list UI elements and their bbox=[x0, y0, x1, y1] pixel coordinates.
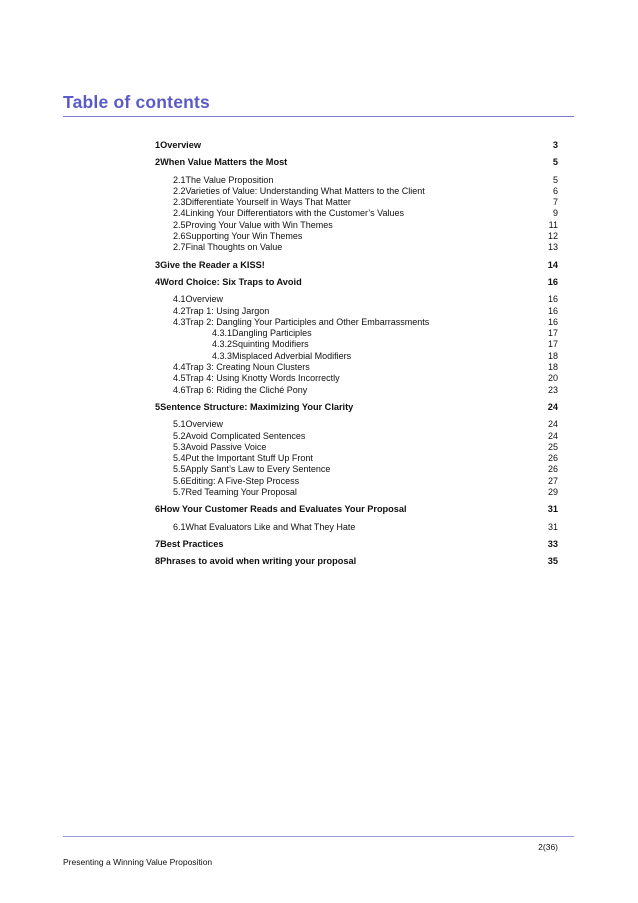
table-of-contents bbox=[0, 140, 638, 568]
toc-entry-label bbox=[173, 373, 340, 384]
toc-entry-label bbox=[173, 453, 313, 464]
toc-entry-page: 23 bbox=[547, 384, 558, 395]
toc-entry-text: Best Practices bbox=[160, 538, 224, 549]
toc-entry-number: 8 bbox=[155, 556, 161, 567]
toc-entry-number: 4.3.2 bbox=[212, 339, 233, 350]
toc-entry-page: 16 bbox=[547, 305, 558, 316]
footer-document-title: Presenting a Winning Value Proposition bbox=[63, 857, 213, 867]
toc-entry-text: Overview bbox=[160, 140, 201, 150]
toc-entry-text: Avoid Complicated Sentences bbox=[185, 430, 306, 441]
toc-entry-2-5[interactable] bbox=[0, 220, 638, 231]
toc-entry-number: 4.3 bbox=[173, 316, 186, 327]
toc-entry-text: Overview bbox=[185, 419, 224, 430]
toc-entry-number: 5 bbox=[155, 401, 161, 412]
toc-entry-text: Sentence Structure: Maximizing Your Clarity bbox=[160, 401, 354, 412]
toc-entry-page: 24 bbox=[547, 430, 558, 441]
toc-entry-page: 17 bbox=[547, 339, 558, 350]
toc-entry-text: Put the Important Stuff Up Front bbox=[185, 453, 313, 464]
toc-entry-page: 29 bbox=[547, 487, 558, 498]
toc-entry-text: Squinting Modifiers bbox=[232, 339, 309, 350]
toc-entry-page: 27 bbox=[547, 475, 558, 486]
toc-entry-2-4[interactable] bbox=[0, 208, 638, 219]
toc-entry-text: Trap 2: Dangling Your Participles and Other Embarrassments bbox=[185, 316, 430, 327]
toc-entry-label bbox=[173, 306, 269, 317]
toc-entry-text: The Value Proposition bbox=[185, 174, 274, 185]
toc-entry-8[interactable] bbox=[0, 556, 638, 567]
toc-entry-5-5[interactable] bbox=[0, 464, 638, 475]
toc-entry-number: 4 bbox=[155, 276, 161, 287]
toc-entry-label bbox=[173, 476, 299, 487]
toc-entry-number: 1 bbox=[155, 140, 161, 150]
toc-entry-4-3-1[interactable] bbox=[0, 328, 638, 339]
toc-entry-page: 24 bbox=[547, 401, 558, 412]
toc-entry-label bbox=[173, 464, 330, 475]
toc-entry-label bbox=[155, 157, 287, 168]
page-title: Table of contents bbox=[63, 92, 210, 112]
toc-entry-page: 31 bbox=[547, 504, 558, 515]
toc-entry-number: 2.1 bbox=[173, 174, 186, 185]
toc-entry-page: 3 bbox=[552, 140, 558, 150]
toc-entry-6[interactable] bbox=[0, 504, 638, 515]
toc-entry-number: 4.1 bbox=[173, 294, 186, 305]
toc-entry-4-4[interactable] bbox=[0, 362, 638, 373]
toc-entry-number: 2 bbox=[155, 157, 161, 168]
toc-entry-number: 2.2 bbox=[173, 185, 186, 196]
toc-entry-3[interactable] bbox=[0, 260, 638, 271]
toc-entry-2-6[interactable] bbox=[0, 231, 638, 242]
toc-entry-number: 2.6 bbox=[173, 231, 186, 242]
toc-entry-label bbox=[173, 197, 351, 208]
toc-entry-5-4[interactable] bbox=[0, 453, 638, 464]
footer-page-number: 2(36) bbox=[538, 842, 558, 852]
toc-entry-label bbox=[173, 242, 282, 253]
toc-entry-2-7[interactable] bbox=[0, 242, 638, 253]
toc-entry-label bbox=[212, 339, 309, 350]
toc-entry-5-1[interactable] bbox=[0, 419, 638, 430]
footer-divider bbox=[63, 836, 574, 837]
toc-entry-label bbox=[173, 220, 333, 231]
toc-entry-7[interactable] bbox=[0, 539, 638, 550]
toc-entry-page: 33 bbox=[547, 538, 558, 549]
toc-entry-label bbox=[173, 208, 404, 219]
toc-entry-page: 18 bbox=[547, 350, 558, 361]
toc-entry-page: 16 bbox=[547, 294, 558, 305]
toc-entry-label bbox=[155, 277, 302, 288]
toc-entry-page: 5 bbox=[552, 174, 558, 185]
toc-entry-4-6[interactable] bbox=[0, 385, 638, 396]
toc-entry-page: 9 bbox=[552, 208, 558, 219]
toc-entry-page: 11 bbox=[548, 219, 558, 230]
toc-entry-5-6[interactable] bbox=[0, 476, 638, 487]
toc-entry-page: 5 bbox=[552, 157, 558, 168]
toc-entry-page: 18 bbox=[547, 362, 558, 373]
toc-entry-label bbox=[212, 351, 351, 362]
toc-entry-label bbox=[173, 317, 429, 328]
toc-entry-4-1[interactable] bbox=[0, 294, 638, 305]
toc-entry-page: 31 bbox=[547, 521, 558, 532]
toc-entry-2[interactable] bbox=[0, 157, 638, 168]
toc-entry-text: Editing: A Five-Step Process bbox=[185, 475, 300, 486]
toc-entry-text: Avoid Passive Voice bbox=[185, 441, 267, 452]
toc-entry-page: 12 bbox=[547, 231, 558, 242]
toc-entry-text: Misplaced Adverbial Modifiers bbox=[232, 350, 352, 361]
toc-entry-label bbox=[155, 556, 356, 567]
toc-entry-label bbox=[173, 231, 302, 242]
toc-entry-label bbox=[173, 385, 307, 396]
toc-entry-label bbox=[173, 487, 297, 498]
toc-entry-label bbox=[173, 362, 310, 373]
toc-entry-5[interactable] bbox=[0, 402, 638, 413]
toc-entry-text: Trap 6: Riding the Cliché Pony bbox=[185, 384, 308, 395]
toc-entry-page: 6 bbox=[552, 185, 558, 196]
toc-entry-text: Word Choice: Six Traps to Avoid bbox=[160, 276, 302, 287]
toc-entry-text: What Evaluators Like and What They Hate bbox=[185, 521, 356, 532]
toc-entry-number: 6 bbox=[155, 504, 161, 515]
toc-entry-page: 26 bbox=[547, 464, 558, 475]
toc-entry-label bbox=[155, 539, 223, 550]
toc-entry-number: 2.3 bbox=[173, 197, 186, 208]
toc-entry-1[interactable] bbox=[0, 140, 638, 151]
toc-entry-label bbox=[173, 522, 355, 533]
toc-entry-4[interactable] bbox=[0, 277, 638, 288]
toc-entry-label bbox=[155, 504, 407, 515]
toc-entry-number: 4.3.3 bbox=[212, 350, 233, 361]
toc-entry-4-3[interactable] bbox=[0, 317, 638, 328]
toc-entry-page: 16 bbox=[547, 316, 558, 327]
toc-entry-number: 4.6 bbox=[173, 384, 186, 395]
toc-entry-number: 2.4 bbox=[173, 208, 186, 219]
toc-entry-page: 13 bbox=[547, 242, 558, 253]
toc-entry-number: 4.5 bbox=[173, 373, 186, 384]
toc-entry-text: How Your Customer Reads and Evaluates Your Proposal bbox=[160, 504, 407, 515]
toc-entry-number: 5.6 bbox=[173, 475, 186, 486]
toc-entry-text: Trap 1: Using Jargon bbox=[185, 305, 270, 316]
toc-entry-page: 25 bbox=[547, 441, 558, 452]
toc-entry-number: 5.5 bbox=[173, 464, 186, 475]
toc-entry-text: Supporting Your Win Themes bbox=[185, 231, 303, 242]
toc-entry-number: 3 bbox=[155, 259, 161, 270]
toc-entry-text: Apply Sant’s Law to Every Sentence bbox=[185, 464, 331, 475]
toc-entry-text: When Value Matters the Most bbox=[160, 157, 288, 168]
toc-entry-text: Phrases to avoid when writing your proposal bbox=[160, 556, 357, 567]
toc-entry-number: 4.2 bbox=[173, 305, 186, 316]
toc-entry-number: 7 bbox=[155, 538, 161, 549]
toc-entry-6-1[interactable] bbox=[0, 522, 638, 533]
toc-entry-number: 5.3 bbox=[173, 441, 186, 452]
toc-entry-text: Red Teaming Your Proposal bbox=[185, 487, 297, 498]
toc-entry-label bbox=[212, 328, 312, 339]
toc-entry-number: 6.1 bbox=[173, 521, 186, 532]
toc-entry-5-3[interactable] bbox=[0, 442, 638, 453]
toc-entry-number: 5.1 bbox=[173, 419, 186, 430]
toc-entry-page: 26 bbox=[547, 453, 558, 464]
toc-entry-page: 14 bbox=[547, 259, 558, 270]
toc-entry-page: 24 bbox=[547, 419, 558, 430]
toc-entry-number: 5.2 bbox=[173, 430, 186, 441]
toc-entry-label bbox=[155, 140, 201, 151]
toc-entry-label bbox=[155, 260, 265, 271]
toc-entry-text: Proving Your Value with Win Themes bbox=[185, 219, 333, 230]
toc-entry-number: 2.5 bbox=[173, 219, 186, 230]
toc-entry-text: Overview bbox=[185, 294, 224, 305]
toc-entry-4-2[interactable] bbox=[0, 306, 638, 317]
toc-entry-label bbox=[173, 431, 305, 442]
toc-entry-text: Differentiate Yourself in Ways That Matter bbox=[185, 197, 351, 208]
toc-entry-2-2[interactable] bbox=[0, 186, 638, 197]
toc-entry-number: 5.7 bbox=[173, 487, 186, 498]
toc-entry-label bbox=[173, 175, 273, 186]
toc-entry-label bbox=[173, 419, 223, 430]
toc-entry-label bbox=[155, 402, 353, 413]
toc-entry-label bbox=[173, 186, 425, 197]
toc-entry-text: Trap 4: Using Knotty Words Incorrectly bbox=[185, 373, 340, 384]
toc-entry-5-2[interactable] bbox=[0, 431, 638, 442]
title-divider bbox=[63, 116, 574, 117]
toc-entry-page: 17 bbox=[547, 328, 558, 339]
toc-entry-text: Varieties of Value: Understanding What Matters to the Client bbox=[185, 185, 425, 196]
toc-entry-4-3-3[interactable] bbox=[0, 351, 638, 362]
toc-entry-text: Linking Your Differentiators with the Customer’s Values bbox=[185, 208, 404, 219]
toc-entry-label bbox=[173, 294, 223, 305]
toc-entry-5-7[interactable] bbox=[0, 487, 638, 498]
toc-entry-label bbox=[173, 442, 266, 453]
toc-entry-number: 4.4 bbox=[173, 362, 186, 373]
toc-entry-text: Final Thoughts on Value bbox=[185, 242, 283, 253]
toc-entry-page: 7 bbox=[552, 197, 558, 208]
toc-entry-text: Dangling Participles bbox=[232, 328, 312, 339]
toc-entry-page: 16 bbox=[547, 276, 558, 287]
toc-entry-number: 5.4 bbox=[173, 453, 186, 464]
toc-entry-4-3-2[interactable] bbox=[0, 339, 638, 350]
toc-entry-2-1[interactable] bbox=[0, 175, 638, 186]
toc-entry-number: 4.3.1 bbox=[212, 328, 233, 339]
toc-entry-number: 2.7 bbox=[173, 242, 186, 253]
toc-entry-2-3[interactable] bbox=[0, 197, 638, 208]
toc-entry-4-5[interactable] bbox=[0, 373, 638, 384]
toc-entry-text: Give the Reader a KISS! bbox=[160, 259, 265, 270]
toc-entry-text: Trap 3: Creating Noun Clusters bbox=[185, 362, 310, 373]
toc-entry-page: 35 bbox=[547, 556, 558, 567]
toc-entry-page: 20 bbox=[547, 373, 558, 384]
